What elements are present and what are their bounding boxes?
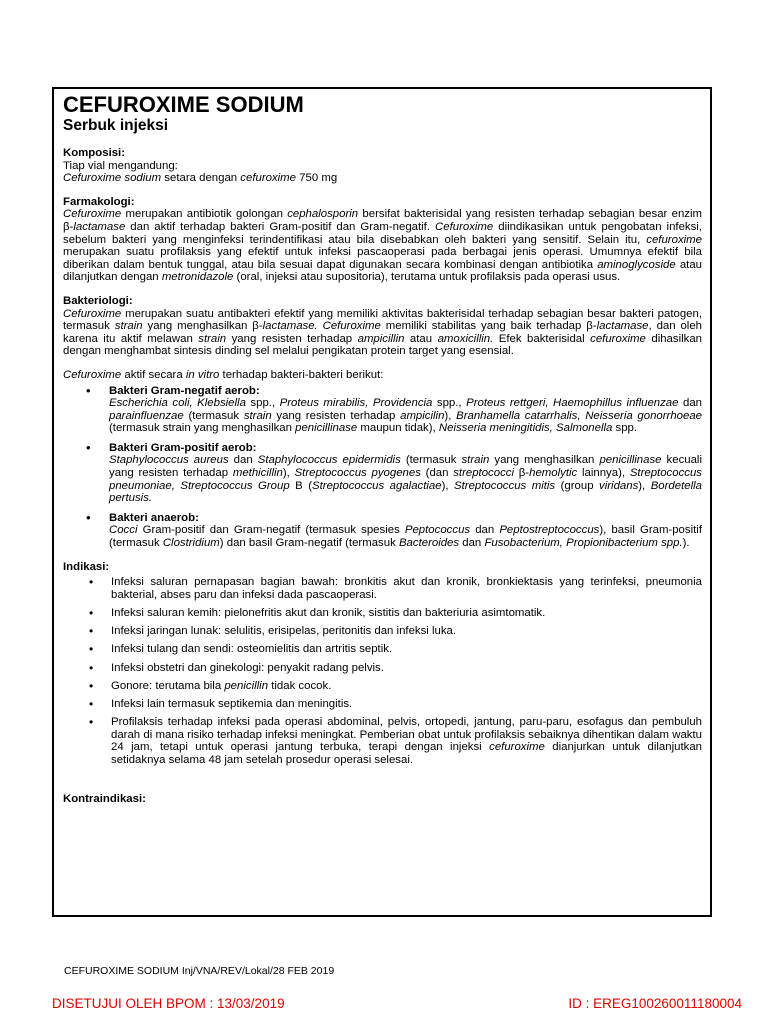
list-item: • Infeksi lain termasuk septikemia dan meningitis. [89, 696, 353, 711]
bullet-icon: • [89, 624, 94, 639]
list-item: • Infeksi jaringan lunak: selulitis, erisipelas, peritonitis dan infeksi luka. [89, 624, 457, 639]
kontraindikasi-heading: Kontraindikasi: [63, 792, 146, 805]
list-item [63, 382, 703, 435]
indikasi-heading: Indikasi: [63, 560, 110, 573]
product-subtitle: Serbuk injeksi [63, 117, 169, 134]
section-in-vitro [63, 369, 702, 550]
section-farmakologi [63, 196, 702, 284]
bullet-icon: • [89, 642, 94, 657]
bacteria-ana-heading: Bakteri anaerob: [109, 511, 199, 524]
bullet-icon: • [89, 696, 94, 711]
list-item: • Infeksi tulang dan sendi: osteomielitis dan artritis septik. [89, 642, 393, 657]
document-frame [52, 87, 712, 917]
product-title: CEFUROXIME SODIUM [63, 92, 304, 117]
list-item: • Gonore: terutama bila penicillin tidak cocok. [89, 678, 332, 693]
document-footer: CEFUROXIME SODIUM Inj/VNA/REV/Lokal/28 FEB 2019 [64, 965, 335, 977]
list-item: • Infeksi saluran pernapasan bagian bawah: bronkitis akut dan kronik, bronkiektasis yang terinfeksi, pneumonia bakterial, abses paru dan infeksi dada pascaoperasi. [89, 575, 702, 601]
list-item [63, 439, 702, 505]
bullet-icon: • [86, 439, 91, 455]
bacteria-pos-text: Staphylococcus aureus dan Staphylococcus epidermidis (termasuk strain yang menghasilkan penicillinase kecuali yang resisten terhadap methicillin), Streptococcus pyogenes (dan streptococci β-hemolytic lainnya), Streptococcus pneumoniae, Streptococcus Group B (Streptococcus agalactiae), Streptococcus mitis (group viridans), Bordetella pertusis. [109, 454, 702, 505]
list-item: • Infeksi obstetri dan ginekologi: penyakit radang pelvis. [89, 660, 384, 675]
bullet-icon: • [89, 660, 94, 675]
bakteriologi-heading: Bakteriologi: [63, 294, 133, 307]
section-indikasi [63, 561, 702, 767]
indikasi-list [63, 576, 702, 766]
section-komposisi [63, 147, 702, 185]
approval-stamp: DISETUJUI OLEH BPOM : 13/03/2019 [52, 996, 285, 1011]
bakteriologi-text: Cefuroxime merupakan suatu antibakteri efektif yang memiliki aktivitas bakterisidal terhadap sebagian besar bakteri patogen, termasuk strain yang menghasilkan β-lactamase. Cefuroxime memiliki stabilitas yang baik terhadap β-lactamase, dan oleh karena itu aktif melawan strain yang resisten terhadap ampicillin atau amoxicillin. Efek bakterisidal cefuroxime dihasilkan dengan menghambat sintesis dinding sel melalui pengikatan protein target yang esensial. [63, 307, 703, 358]
farmakologi-text: Cefuroxime merupakan antibiotik golongan cephalosporin bersifat bakterisidal yang resisten terhadap sebagian besar enzim β-lactamase dan aktif terhadap bakteri Gram-positif dan Gram-negatif. Cefuroxime diindikasikan untuk pengobatan infeksi, sebelum bakteri yang menginfeksi terindentifikasi atau bila disebabkan oleh bakteri yang sensitif. Selain itu, cefuroxime merupakan suatu profilaksis yang efektif untuk infeksi pascaoperasi pada berbagai jenis operasi. Umumnya efektif bila diberikan dalam bentuk tunggal, atau bila sesuai dapat digunakan secara kombinasi dengan antibiotika aminoglycoside atau dilanjutkan dengan metronidazole (oral, injeksi atau supositoria), terutama untuk profilaksis pada operasi usus. [63, 208, 702, 284]
bullet-icon: • [89, 575, 94, 590]
komposisi-line-2: Cefuroxime sodium setara dengan cefuroxime 750 mg [63, 172, 338, 185]
bullet-icon: • [89, 606, 94, 620]
bacteria-ana-text: Cocci Gram-positif dan Gram-negatif (termasuk spesies Peptococcus dan Peptostreptococcus), basil Gram-positif (termasuk Clostridium) dan basil Gram-negatif (termasuk Bacteroides dan Fusobacterium, Propionibacterium spp.). [109, 524, 702, 550]
bacteria-list [63, 382, 703, 550]
komposisi-heading: Komposisi: [63, 147, 126, 159]
farmakologi-heading: Farmakologi: [63, 195, 135, 208]
bacteria-neg-heading: Bakteri Gram-negatif aerob: [109, 384, 260, 397]
list-item: • Profilaksis terhadap infeksi pada operasi abdominal, pelvis, ortopedi, jantung, paru-paru, esofagus dan pembuluh darah di mana risiko terhadap infeksi meningkat. Pemberian obat untuk profilaksis sebaiknya dihentikan dalam waktu 24 jam, tetapi untuk operasi jantung terbuka, terapi dengan injeksi cefuroxime dianjurkan untuk dilanjutkan setidaknya selama 48 jam setelah prosedur operasi selesai. [89, 715, 702, 766]
bacteria-neg-text: Escherichia coli, Klebsiella spp., Proteus mirabilis, Providencia spp., Proteus rettgeri, Haemophillus influenzae dan parainfluenzae (termasuk strain yang resisten terhadap ampicilin), Branhamella catarrhalis, Neisseria gonorrhoeae (termasuk strain yang menghasilkan penicillinase maupun tidak), Neisseria meningitidis, Salmonella spp. [109, 397, 703, 435]
komposisi-line-1: Tiap vial mengandung: [63, 159, 178, 172]
registration-id: ID : EREG100260011180004 [568, 996, 742, 1011]
bacteria-pos-heading: Bakteri Gram-positif aerob: [109, 441, 257, 454]
in-vitro-intro: Cefuroxime aktif secara in vitro terhadap bakteri-bakteri berikut: [63, 368, 384, 381]
section-bakteriologi [63, 295, 702, 358]
bullet-icon: • [89, 678, 94, 693]
list-item [63, 509, 702, 550]
bullet-icon: • [86, 382, 91, 398]
bullet-icon: • [89, 715, 94, 730]
list-item: • Infeksi saluran kemih: pielonefritis akut dan kronik, sistitis dan bakteriuria asimtomatik. [89, 606, 546, 620]
section-kontraindikasi [63, 793, 702, 806]
bullet-icon: • [86, 509, 91, 525]
